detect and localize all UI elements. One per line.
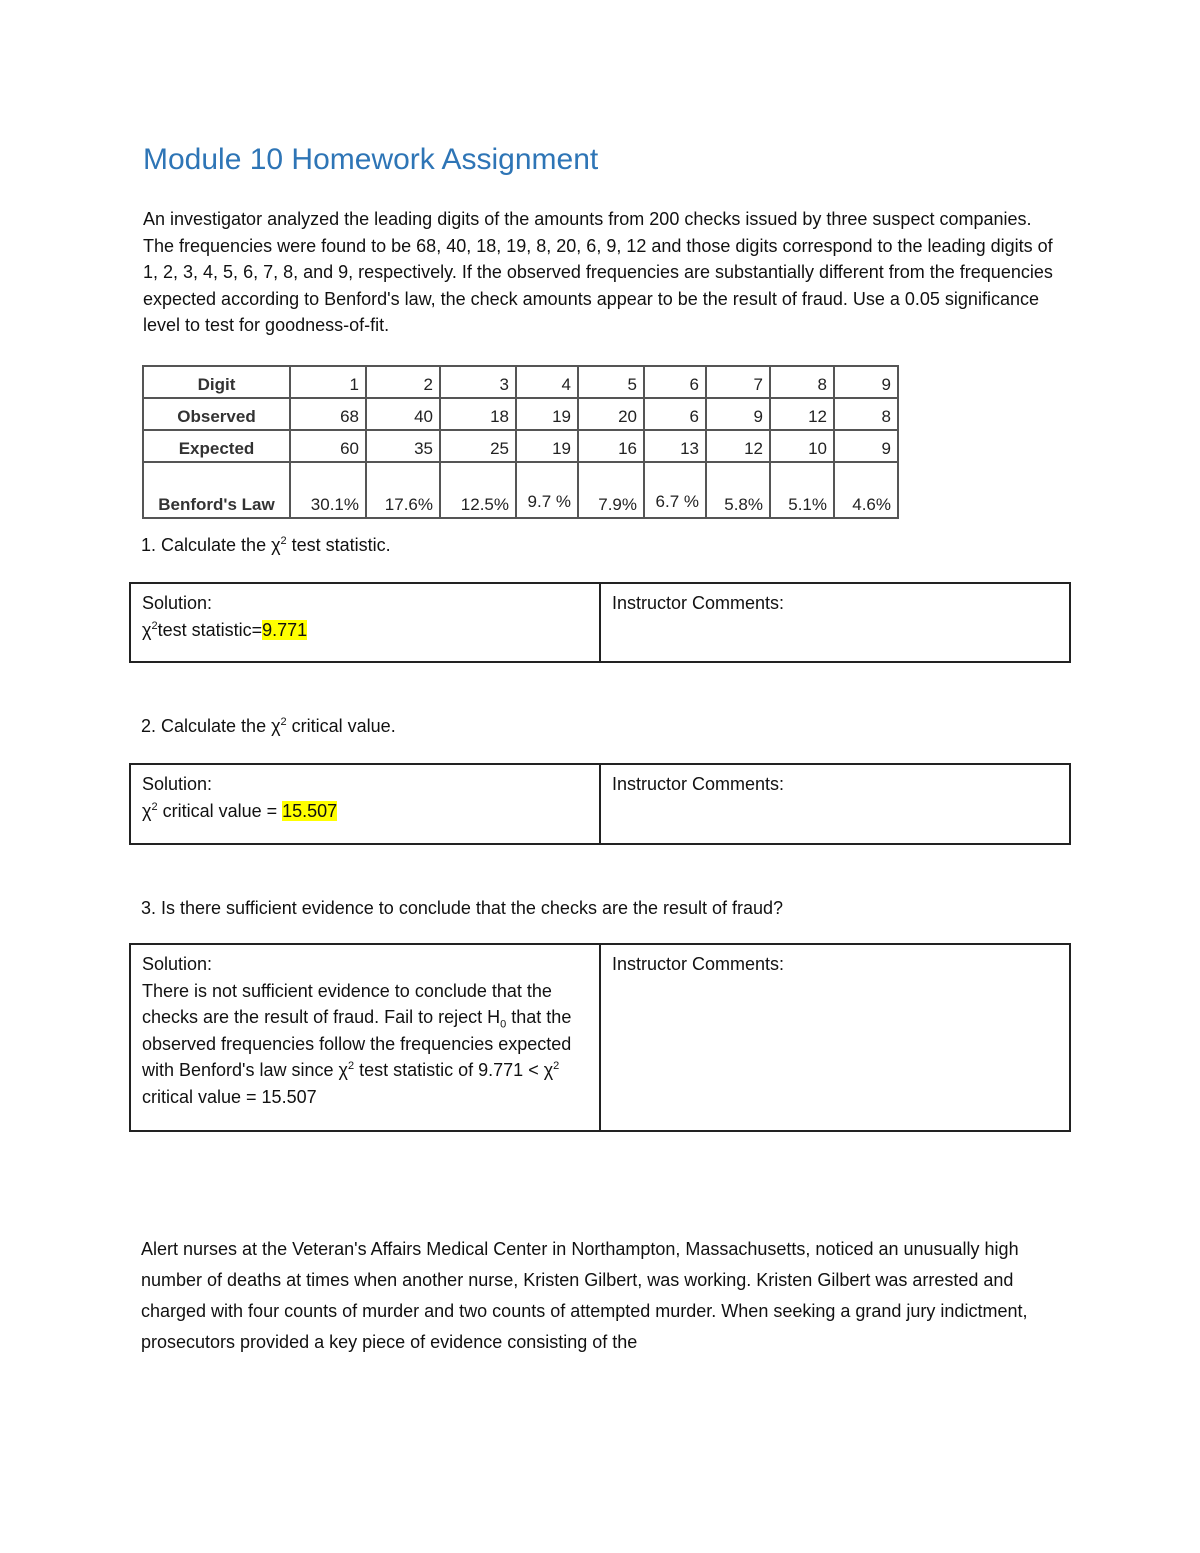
expected-cell: 10	[770, 430, 834, 462]
answer-box-2	[129, 763, 1071, 845]
digit-cell: 7	[706, 366, 770, 398]
answer-box-1	[129, 582, 1071, 663]
solution-answer-1	[142, 617, 588, 644]
benford-cell: 7.9%	[578, 462, 644, 518]
answer-sup: 2	[151, 619, 158, 632]
comments-label: Instructor Comments:	[612, 593, 785, 613]
digit-cell: 1	[290, 366, 366, 398]
question-2-prefix: 2. Calculate the χ	[141, 716, 281, 736]
expected-cell: 35	[366, 430, 440, 462]
benford-cell: 17.6%	[366, 462, 440, 518]
comments-cell-2[interactable]	[601, 765, 1069, 843]
answer-sup: 2	[151, 800, 158, 813]
solution-answer-2	[142, 798, 588, 825]
observed-cell: 68	[290, 398, 366, 430]
answer-value-highlight: 9.771	[262, 619, 308, 640]
digit-cell: 9	[834, 366, 898, 398]
digit-cell: 3	[440, 366, 516, 398]
observed-cell: 8	[834, 398, 898, 430]
solution-answer-3	[142, 978, 588, 1111]
benford-cell: 9.7 %	[516, 462, 578, 518]
digit-cell: 8	[770, 366, 834, 398]
expected-cell: 25	[440, 430, 516, 462]
comments-cell-3[interactable]	[601, 945, 1069, 1130]
observed-cell: 9	[706, 398, 770, 430]
answer-part-4: critical value = 15.507	[142, 1086, 317, 1107]
benford-cell: 30.1%	[290, 462, 366, 518]
question-2	[141, 716, 396, 737]
row-label-expected: Expected	[143, 430, 290, 462]
question-1-suffix: test statistic.	[286, 535, 391, 555]
observed-cell: 19	[516, 398, 578, 430]
table-row-observed	[143, 398, 898, 430]
solution-label: Solution:	[142, 774, 213, 794]
question-1-sup: 2	[280, 535, 287, 547]
answer-part-3: test statistic of 9.771 < χ	[354, 1060, 554, 1080]
closing-paragraph: Alert nurses at the Veteran's Affairs Medical Center in Northampton, Massachusetts, noticed an unusually high number of deaths at times when another nurse, Kristen Gilbert, was working. Kristen Gilbert was arrested and charged with four counts of murder and two counts of attempted murder. When seeking a grand jury indictment, prosecutors provided a key piece of evidence consisting of the	[141, 1239, 1028, 1352]
page-title: Module 10 Homework Assignment	[143, 143, 599, 176]
answer-part-1: There is not sufficient evidence to conclude that the checks are the result of fraud. Fail to reject H	[142, 980, 552, 1027]
digit-cell: 4	[516, 366, 578, 398]
question-1	[141, 535, 391, 556]
answer-text: critical value =	[157, 800, 283, 821]
solution-cell-2	[131, 765, 601, 843]
answer-sup-2: 2	[553, 1060, 560, 1072]
question-1-prefix: 1. Calculate the χ	[141, 535, 281, 555]
expected-cell: 12	[706, 430, 770, 462]
row-label-digit: Digit	[143, 366, 290, 398]
h0-subscript: 0	[500, 1018, 507, 1031]
observed-cell: 20	[578, 398, 644, 430]
expected-cell: 9	[834, 430, 898, 462]
digit-cell: 2	[366, 366, 440, 398]
benford-cell: 5.1%	[770, 462, 834, 518]
solution-cell-1	[131, 584, 601, 661]
chi-symbol: χ	[142, 619, 152, 640]
answer-sup-1: 2	[347, 1060, 355, 1072]
answer-text: test statistic=	[157, 619, 263, 640]
comments-label: Instructor Comments:	[612, 954, 785, 974]
benford-cell: 6.7 %	[644, 462, 706, 518]
question-2-sup: 2	[280, 716, 287, 728]
benford-cell: 4.6%	[834, 462, 898, 518]
answer-box-3	[129, 943, 1071, 1132]
expected-cell: 60	[290, 430, 366, 462]
solution-label: Solution:	[142, 954, 213, 974]
solution-cell-3	[131, 945, 601, 1130]
table-row-expected	[143, 430, 898, 462]
expected-cell: 19	[516, 430, 578, 462]
observed-cell: 12	[770, 398, 834, 430]
intro-paragraph: An investigator analyzed the leading digits of the amounts from 200 checks issued by three suspect companies. The frequencies were found to be 68, 40, 18, 19, 8, 20, 6, 9, 12 and those digits correspond to the leading digits of 1, 2, 3, 4, 5, 6, 7, 8, and 9, respectively. If the observed frequencies are substantially different from the frequencies expected according to Benford's law, the check amounts appear to be the result of fraud. Use a 0.05 significance level to test for goodness-of-fit.	[143, 209, 1053, 335]
digit-cell: 5	[578, 366, 644, 398]
observed-cell: 18	[440, 398, 516, 430]
benford-table	[142, 365, 899, 519]
table-row-benford	[143, 462, 898, 518]
question-2-suffix: critical value.	[286, 716, 396, 736]
observed-cell: 6	[644, 398, 706, 430]
expected-cell: 16	[578, 430, 644, 462]
comments-label: Instructor Comments:	[612, 774, 785, 794]
answer-value-highlight: 15.507	[282, 800, 338, 821]
row-label-observed: Observed	[143, 398, 290, 430]
observed-cell: 40	[366, 398, 440, 430]
question-3: 3. Is there sufficient evidence to conclude that the checks are the result of fraud?	[141, 898, 784, 918]
table-row-digit	[143, 366, 898, 398]
chi-symbol: χ	[142, 800, 152, 821]
answer-part-2: that the observed frequencies follow the frequencies expected with Benford's law since χ	[142, 1007, 572, 1080]
benford-cell: 12.5%	[440, 462, 516, 518]
digit-cell: 6	[644, 366, 706, 398]
expected-cell: 13	[644, 430, 706, 462]
benford-cell: 5.8%	[706, 462, 770, 518]
comments-cell-1[interactable]	[601, 584, 1069, 661]
solution-label: Solution:	[142, 593, 213, 613]
row-label-benford: Benford's Law	[143, 462, 290, 518]
